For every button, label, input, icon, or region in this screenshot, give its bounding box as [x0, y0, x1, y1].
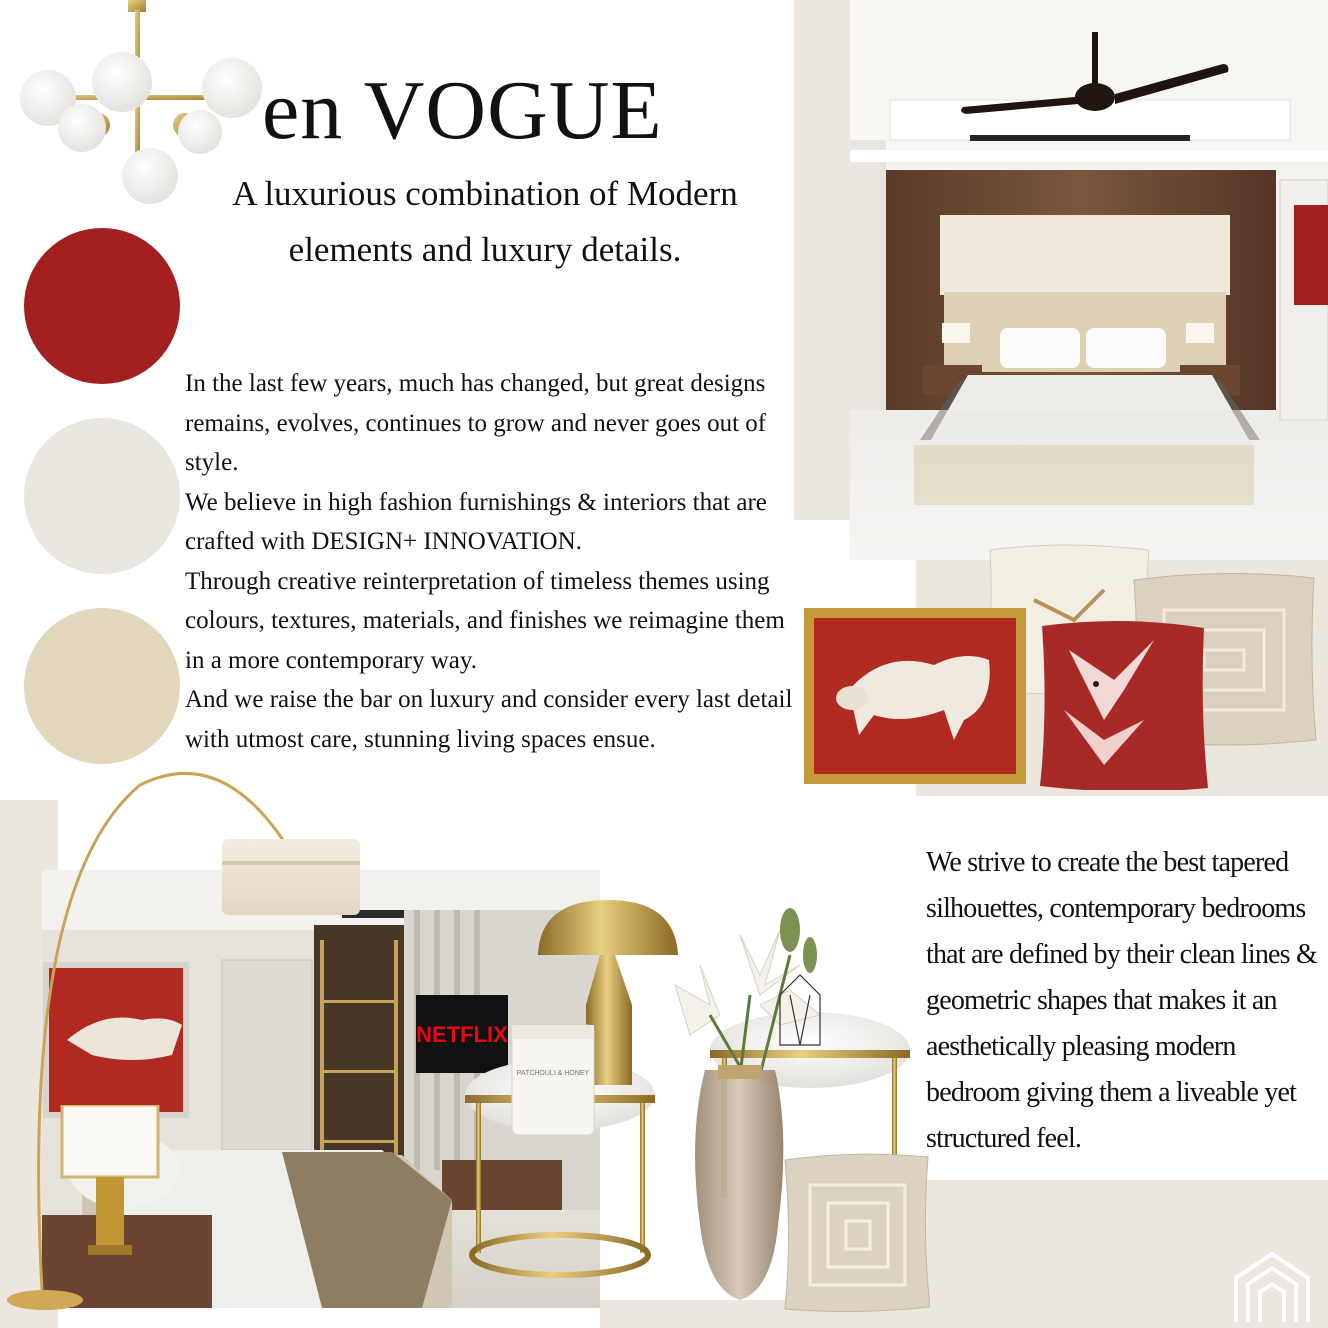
body-paragraph: We believe in high fashion furnishings & interiors that are crafted with DESIGN+ INNOVATION.: [185, 488, 767, 555]
tv-netflix-label: NETFLIX: [416, 1022, 508, 1047]
swatch-champagne: [24, 608, 180, 764]
page-title: en VOGUE: [262, 64, 663, 157]
table-lamp-icon: [60, 1105, 160, 1275]
body-paragraph: Through creative reinterpretation of timeless themes using colours, textures, materials, and finishes we reimagine them in a more contemporary way.: [185, 567, 785, 674]
decor-cushions-group: [804, 540, 1319, 790]
body-paragraph: In the last few years, much has changed, but great designs remains, evolves, continues to grow and never goes out of style.: [185, 370, 767, 476]
body-text: [185, 364, 795, 759]
swatch-ivory: [24, 418, 180, 574]
side-description: We strive to create the best tapered silhouettes, contemporary bedrooms that are defined by their clean lines & geometric shapes that makes it an aesthetically pleasing modern bedroom giving them a liveable yet structured feel.: [926, 847, 1317, 1154]
body-paragraph: And we raise the bar on luxury and consider every last detail with utmost care, stunning living spaces ensue.: [185, 686, 793, 753]
beige-block-top-right: [794, 0, 850, 520]
swatch-deep-red: [24, 228, 180, 384]
brand-logo-icon: [1232, 1248, 1312, 1324]
dome-table-lamp-icon: [538, 900, 678, 955]
page-subtitle: A luxurious combination of Modern elements and luxury details.: [232, 174, 738, 269]
ceiling-fan-icon: [958, 32, 1233, 132]
arc-floor-lamp-icon: [0, 765, 370, 1325]
candle-label: PATCHOULI & HONEY: [516, 1070, 590, 1077]
decor-products-group: [460, 895, 930, 1315]
